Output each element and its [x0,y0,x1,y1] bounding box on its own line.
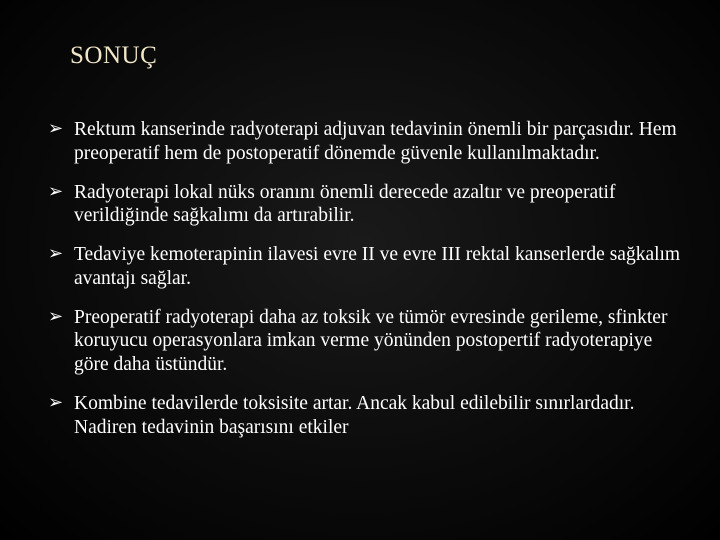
arrow-bullet-icon: ➢ [48,118,64,139]
bullet-text: Kombine tedavilerde toksisite artar. Ancak kabul edilebilir sınırlardadır. Nadiren tedavinin başarısını etkiler [74,393,635,438]
bullet-list [48,118,688,455]
bullet-item [48,392,688,440]
bullet-text: Tedaviye kemoterapinin ilavesi evre II ve evre III rektal kanserlerde sağkalım avantajı sağlar. [74,244,681,289]
arrow-bullet-icon: ➢ [48,305,64,327]
bullet-item [48,118,688,166]
bullet-item [48,243,688,291]
bullet-text: Rektum kanserinde radyoterapi adjuvan tedavinin önemli bir parçasıdır. Hem preoperatif hem de postoperatif dönemde güvenle kullanılmaktadır. [74,119,677,164]
bullet-item [48,306,688,377]
bullet-item [48,181,688,229]
slide-title: SONUÇ [70,42,158,69]
arrow-bullet-icon: ➢ [48,392,64,414]
bullet-text: Preoperatif radyoterapi daha az toksik ve tümör evresinde gerileme, sfinkter koruyucu operasyonlara imkan verme yönünden postopertif radyoterapiye göre daha üstündür. [74,306,668,376]
arrow-bullet-icon: ➢ [48,180,64,202]
arrow-bullet-icon: ➢ [48,243,64,265]
bullet-text: Radyoterapi lokal nüks oranını önemli derecede azaltır ve preoperatif verildiğinde sağkalımı da artırabilir. [74,181,616,227]
